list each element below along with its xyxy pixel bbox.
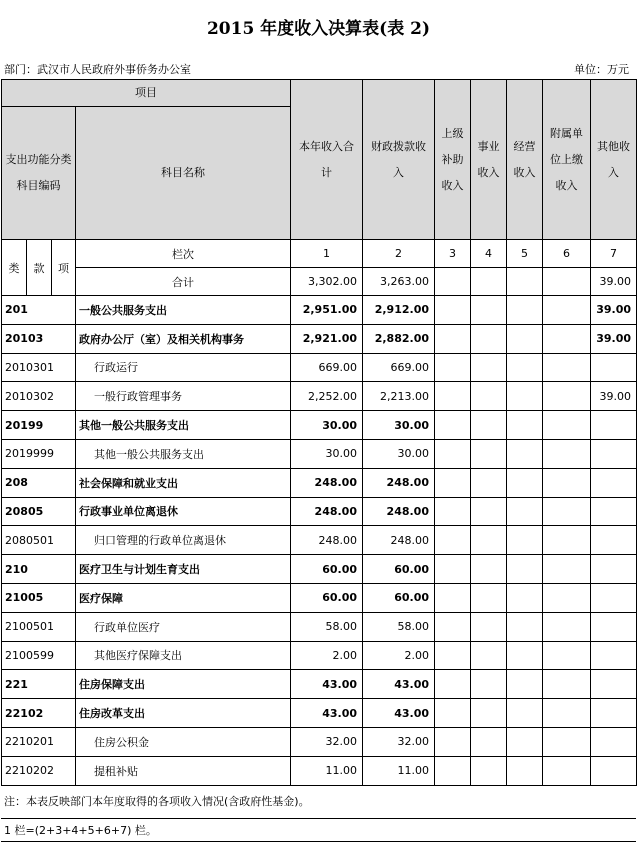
- row-c4: [471, 411, 507, 440]
- header-col-2: 财政拨款收入: [363, 80, 435, 240]
- department-label: 部门：武汉市人民政府外事侨务办公室: [4, 63, 191, 76]
- col-number-1: 1: [291, 240, 363, 268]
- table-row: [2, 583, 637, 612]
- row-c5: [507, 756, 543, 785]
- row-c1: 2.00: [291, 641, 363, 670]
- row-subject-name: 住房公积金: [76, 727, 291, 756]
- header-kuan: 款: [27, 240, 52, 296]
- row-subject-name: 一般公共服务支出: [76, 296, 291, 325]
- row-c3: [435, 296, 471, 325]
- header-col-5: 经营收入: [507, 80, 543, 240]
- row-code: 2080501: [2, 526, 76, 555]
- row-c3: [435, 439, 471, 468]
- table-row: [2, 353, 637, 382]
- row-subject-name: 政府办公厅（室）及相关机构事务: [76, 324, 291, 353]
- row-c2: 60.00: [363, 555, 435, 584]
- row-c4: [471, 296, 507, 325]
- table-row: [2, 727, 637, 756]
- row-code: 2010302: [2, 382, 76, 411]
- row-c5: [507, 468, 543, 497]
- row-c6: [543, 382, 591, 411]
- col-number-4: 4: [471, 240, 507, 268]
- row-c4: [471, 727, 507, 756]
- row-code: 2019999: [2, 439, 76, 468]
- row-c7: [591, 699, 637, 728]
- col-number-7: 7: [591, 240, 637, 268]
- row-c3: [435, 555, 471, 584]
- row-c7: 39.00: [591, 382, 637, 411]
- row-c7: [591, 353, 637, 382]
- row-c2: 248.00: [363, 468, 435, 497]
- row-c5: [507, 324, 543, 353]
- row-code: 20805: [2, 497, 76, 526]
- table-row: [2, 670, 637, 699]
- row-c3: [435, 756, 471, 785]
- row-c6: [543, 727, 591, 756]
- row-code: 2210201: [2, 727, 76, 756]
- row-c7: [591, 670, 637, 699]
- total-c4: [471, 268, 507, 296]
- row-c5: [507, 439, 543, 468]
- row-c4: [471, 641, 507, 670]
- row-c2: 30.00: [363, 439, 435, 468]
- row-c2: 669.00: [363, 353, 435, 382]
- row-code: 221: [2, 670, 76, 699]
- row-c4: [471, 583, 507, 612]
- row-c3: [435, 411, 471, 440]
- row-c4: [471, 497, 507, 526]
- row-c6: [543, 497, 591, 526]
- row-c6: [543, 641, 591, 670]
- row-c1: 60.00: [291, 555, 363, 584]
- row-c6: [543, 670, 591, 699]
- row-c2: 32.00: [363, 727, 435, 756]
- row-c3: [435, 324, 471, 353]
- row-c5: [507, 583, 543, 612]
- unit-label: 单位：万元: [574, 63, 629, 76]
- row-subject-name: 医疗保障: [76, 583, 291, 612]
- row-code: 2210202: [2, 756, 76, 785]
- table-row: [2, 612, 637, 641]
- total-c7: 39.00: [591, 268, 637, 296]
- col-number-6: 6: [543, 240, 591, 268]
- row-c7: [591, 641, 637, 670]
- row-c6: [543, 411, 591, 440]
- row-c2: 2,882.00: [363, 324, 435, 353]
- row-subject-name: 其他一般公共服务支出: [76, 411, 291, 440]
- table-row: [2, 497, 637, 526]
- row-c6: [543, 468, 591, 497]
- row-subject-name: 社会保障和就业支出: [76, 468, 291, 497]
- row-subject-name: 其他医疗保障支出: [76, 641, 291, 670]
- header-lei: 类: [2, 240, 27, 296]
- row-code: 2010301: [2, 353, 76, 382]
- row-c1: 43.00: [291, 699, 363, 728]
- row-c2: 248.00: [363, 526, 435, 555]
- row-c2: 2,912.00: [363, 296, 435, 325]
- row-c1: 58.00: [291, 612, 363, 641]
- row-subject-name: 住房改革支出: [76, 699, 291, 728]
- row-c4: [471, 382, 507, 411]
- row-c5: [507, 699, 543, 728]
- row-c7: [591, 411, 637, 440]
- row-c5: [507, 612, 543, 641]
- row-c1: 669.00: [291, 353, 363, 382]
- header-code-group: 支出功能分类科目编码: [2, 107, 76, 240]
- row-code: 20103: [2, 324, 76, 353]
- row-c4: [471, 439, 507, 468]
- total-c2: 3,263.00: [363, 268, 435, 296]
- note-divider: [1, 818, 636, 819]
- row-c7: 39.00: [591, 296, 637, 325]
- row-code: 208: [2, 468, 76, 497]
- row-c4: [471, 612, 507, 641]
- table-row: [2, 641, 637, 670]
- row-c5: [507, 296, 543, 325]
- table-row: [2, 468, 637, 497]
- row-c7: [591, 727, 637, 756]
- row-c2: 2.00: [363, 641, 435, 670]
- row-subject-name: 提租补贴: [76, 756, 291, 785]
- total-label: 合计: [76, 268, 291, 296]
- header-col-4: 事业收入: [471, 80, 507, 240]
- table-row: [2, 526, 637, 555]
- header-col-6: 附属单位上缴收入: [543, 80, 591, 240]
- row-c4: [471, 756, 507, 785]
- row-code: 22102: [2, 699, 76, 728]
- row-c5: [507, 727, 543, 756]
- row-c6: [543, 583, 591, 612]
- row-c5: [507, 670, 543, 699]
- row-c6: [543, 296, 591, 325]
- lanci-label: 栏次: [76, 240, 291, 268]
- header-col-7: 其他收入: [591, 80, 637, 240]
- row-c1: 2,951.00: [291, 296, 363, 325]
- total-c6: [543, 268, 591, 296]
- col-number-3: 3: [435, 240, 471, 268]
- row-c3: [435, 382, 471, 411]
- row-c3: [435, 727, 471, 756]
- row-c3: [435, 670, 471, 699]
- formula-note: 1 栏=(2+3+4+5+6+7) 栏。: [4, 824, 157, 837]
- row-c7: [591, 583, 637, 612]
- row-c1: 60.00: [291, 583, 363, 612]
- row-c2: 43.00: [363, 670, 435, 699]
- income-table: [1, 79, 637, 786]
- table-row: [2, 324, 637, 353]
- row-c7: [591, 555, 637, 584]
- row-c3: [435, 526, 471, 555]
- row-c6: [543, 353, 591, 382]
- row-c5: [507, 526, 543, 555]
- row-c7: [591, 439, 637, 468]
- row-c1: 2,921.00: [291, 324, 363, 353]
- row-code: 2100599: [2, 641, 76, 670]
- row-c7: [591, 612, 637, 641]
- row-c1: 43.00: [291, 670, 363, 699]
- header-col-1: 本年收入合计: [291, 80, 363, 240]
- row-c4: [471, 670, 507, 699]
- row-c1: 2,252.00: [291, 382, 363, 411]
- row-code: 21005: [2, 583, 76, 612]
- table-row: [2, 555, 637, 584]
- row-c1: 30.00: [291, 411, 363, 440]
- row-c5: [507, 555, 543, 584]
- row-subject-name: 行政运行: [76, 353, 291, 382]
- row-c3: [435, 612, 471, 641]
- row-c5: [507, 382, 543, 411]
- table-row: [2, 439, 637, 468]
- row-c7: [591, 756, 637, 785]
- row-c1: 248.00: [291, 497, 363, 526]
- row-c4: [471, 324, 507, 353]
- page-title: 2015 年度收入决算表(表 2): [206, 19, 431, 39]
- row-c2: 60.00: [363, 583, 435, 612]
- row-subject-name: 归口管理的行政单位离退休: [76, 526, 291, 555]
- row-c2: 30.00: [363, 411, 435, 440]
- row-code: 201: [2, 296, 76, 325]
- row-c3: [435, 468, 471, 497]
- row-c6: [543, 324, 591, 353]
- row-c2: 248.00: [363, 497, 435, 526]
- row-subject-name: 住房保障支出: [76, 670, 291, 699]
- row-c5: [507, 353, 543, 382]
- col-number-5: 5: [507, 240, 543, 268]
- total-c1: 3,302.00: [291, 268, 363, 296]
- row-c1: 11.00: [291, 756, 363, 785]
- row-c4: [471, 699, 507, 728]
- row-code: 20199: [2, 411, 76, 440]
- row-c6: [543, 526, 591, 555]
- row-c3: [435, 353, 471, 382]
- header-col-3: 上级补助收入: [435, 80, 471, 240]
- row-c4: [471, 468, 507, 497]
- table-row: [2, 411, 637, 440]
- row-subject-name: 一般行政管理事务: [76, 382, 291, 411]
- row-c2: 58.00: [363, 612, 435, 641]
- row-c1: 30.00: [291, 439, 363, 468]
- row-c7: [591, 497, 637, 526]
- total-c5: [507, 268, 543, 296]
- row-c4: [471, 555, 507, 584]
- row-c2: 11.00: [363, 756, 435, 785]
- table-row: [2, 296, 637, 325]
- row-subject-name: 其他一般公共服务支出: [76, 439, 291, 468]
- row-c5: [507, 497, 543, 526]
- row-c3: [435, 583, 471, 612]
- row-c3: [435, 497, 471, 526]
- row-code: 2100501: [2, 612, 76, 641]
- row-c6: [543, 756, 591, 785]
- row-c7: 39.00: [591, 324, 637, 353]
- row-c6: [543, 555, 591, 584]
- row-c4: [471, 353, 507, 382]
- row-c1: 248.00: [291, 526, 363, 555]
- row-c5: [507, 411, 543, 440]
- row-code: 210: [2, 555, 76, 584]
- table-row: [2, 382, 637, 411]
- row-subject-name: 行政事业单位离退休: [76, 497, 291, 526]
- table-row: [2, 699, 637, 728]
- row-c4: [471, 526, 507, 555]
- row-c3: [435, 699, 471, 728]
- row-c7: [591, 468, 637, 497]
- row-c6: [543, 612, 591, 641]
- table-row: [2, 756, 637, 785]
- row-c5: [507, 641, 543, 670]
- row-subject-name: 医疗卫生与计划生育支出: [76, 555, 291, 584]
- row-c1: 32.00: [291, 727, 363, 756]
- row-c6: [543, 699, 591, 728]
- row-c7: [591, 526, 637, 555]
- row-c3: [435, 641, 471, 670]
- header-item: 项目: [2, 80, 291, 107]
- total-c3: [435, 268, 471, 296]
- header-subject-name: 科目名称: [76, 107, 291, 240]
- row-c6: [543, 439, 591, 468]
- header-xiang: 项: [52, 240, 76, 296]
- row-c1: 248.00: [291, 468, 363, 497]
- col-number-2: 2: [363, 240, 435, 268]
- row-subject-name: 行政单位医疗: [76, 612, 291, 641]
- row-c2: 43.00: [363, 699, 435, 728]
- note-text: 注：本表反映部门本年度取得的各项收入情况(含政府性基金)。: [4, 795, 310, 808]
- row-c2: 2,213.00: [363, 382, 435, 411]
